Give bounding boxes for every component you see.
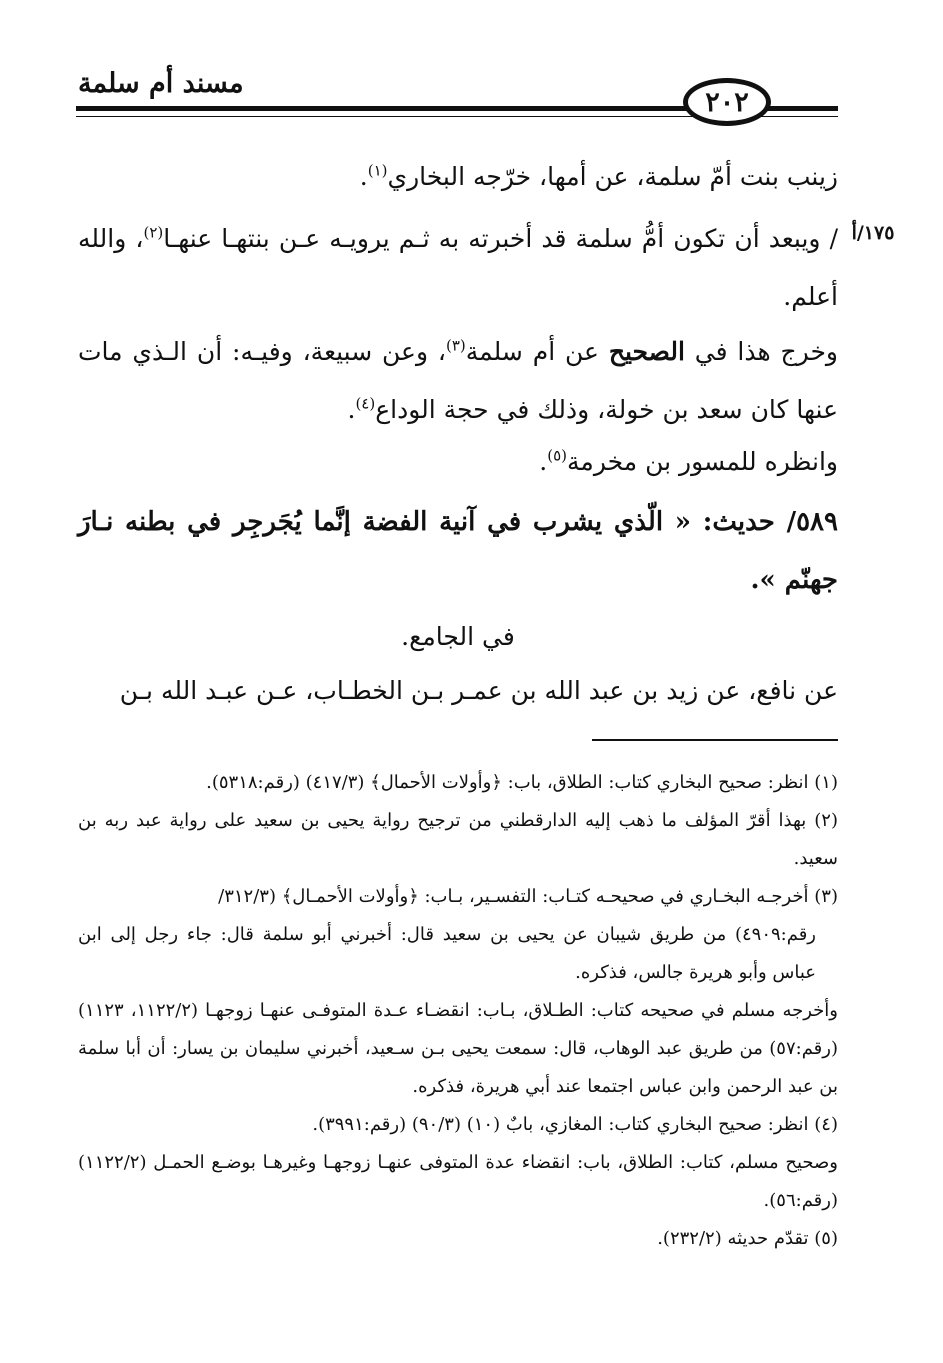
p2-footnote-ref[interactable]: (٢) — [143, 223, 164, 242]
folio-margin-note: ١٧٥/أ — [851, 222, 895, 244]
hadith-label: حديث: — [702, 507, 775, 537]
body-paragraph-3 — [78, 323, 838, 439]
chain-text: عن نافع، عن زيد بن عبد الله بن عمـر بـن الخطـاب، عـن عبـد الله بـن — [119, 676, 838, 705]
p1-text: زينب بنت أمّ سلمة، عن أمها، خرّجه البخاري — [387, 162, 838, 191]
p4-end: . — [539, 447, 548, 476]
body-paragraph-4 — [78, 433, 838, 491]
p2-text: / ويبعد أن تكون أمُّ سلمة قد أخبرته به ثـم يرويـه عـن بنتهـا عنهـا — [163, 224, 838, 253]
footnote-5: (٥) تقدّم حديثه (٢٣٢/٢). — [657, 1228, 838, 1249]
footnote-4-line-2: وصحيح مسلم، كتاب: الطلاق، باب: انقضاء عدة المتوفى عنهـا زوجهـا وغيرهـا بوضـع الحمـل (١١٢٢/٢) (رقم:٥٦). — [78, 1152, 838, 1211]
footnote-2: (٢) بهذا أقرّ المؤلف ما ذهب إليه الدارقطني من ترجيح رواية يحيى بن سعيد على رواية عبد ربه بن سعيد. — [78, 810, 838, 869]
p1-end: . — [359, 162, 368, 191]
section-title: في الجامع. — [401, 622, 515, 651]
p4-text: وانظره للمسور بن مخرمة — [567, 447, 838, 476]
p3-text-a: وخرج هذا في — [694, 337, 838, 366]
hadith-589 — [78, 493, 838, 609]
footnote-separator — [592, 739, 838, 741]
p3-end: . — [347, 395, 356, 424]
p4-footnote-ref[interactable]: (٥) — [547, 446, 568, 465]
hadith-text: « الّذي يشرب في آنية الفضة إنَّما يُجَرجِر في بطنه نـارَ جهنّم ». — [78, 507, 838, 595]
footnote-3-line-1: (٣) أخرجـه البخـاري في صحيحـه كتـاب: التفسـير، بـاب: ﴿وأولات الأحمـال﴾ (٣١٢/٣/ — [218, 886, 838, 907]
body-paragraph-1 — [78, 148, 838, 206]
book-title: مسند أم سلمة — [78, 68, 244, 99]
footnotes — [78, 764, 838, 1258]
p3-text-b: عن أم سلمة — [465, 337, 599, 366]
p3-bold-sahih: الصحيح — [608, 337, 685, 366]
body-paragraph-2 — [78, 210, 838, 326]
footnote-4-line-1: (٤) انظر: صحيح البخاري كتاب: المغازي، بابٌ (١٠) (٩٠/٣) (رقم:٣٩٩١). — [312, 1114, 838, 1135]
p3-footnote-ref-3[interactable]: (٣) — [445, 336, 466, 355]
isnad-chain — [78, 662, 838, 720]
footnote-3-line-3: وأخرجه مسلم في صحيحه كتاب: الطـلاق، بـاب: انقضـاء عـدة المتوفـى عنهـا زوجهـا (١١٢٢/٢، ١١٢٣) (رقم:٥٧) من طريق عبد الوهاب، قال: سمعت يحيى بـن سـعيد، أخبرني سليمان بن يسار: أن أبا سلمة بن عبد الرحمن وابن عباس اجتمعا عند أبي هريرة، فذكره. — [78, 1000, 838, 1097]
hadith-number: ٥٨٩/ — [786, 507, 838, 537]
p1-footnote-ref[interactable]: (١) — [367, 161, 388, 180]
p3-text-c: ، وعن سبيعة، وفيـه: أن الـذي مات عنها كان سعد بن خولة، وذلك في حجة الوداع — [78, 337, 838, 424]
footnote-3-line-2: رقم:٤٩٠٩) من طريق شيبان عن يحيى بن سعيد قال: أخبرني أبو سلمة قال: جاء رجل إلى ابن عباس وأبو هريرة جالس، فذكره. — [78, 924, 816, 983]
p2-end: ، والله أعلم. — [78, 224, 838, 311]
footnote-1: (١) انظر: صحيح البخاري كتاب: الطلاق، باب: ﴿وأولات الأحمال﴾ (٤١٧/٣) (رقم:٥٣١٨). — [206, 772, 838, 793]
page-number: ٢٠٢ — [683, 78, 771, 126]
p3-footnote-ref-4[interactable]: (٤) — [355, 394, 376, 413]
